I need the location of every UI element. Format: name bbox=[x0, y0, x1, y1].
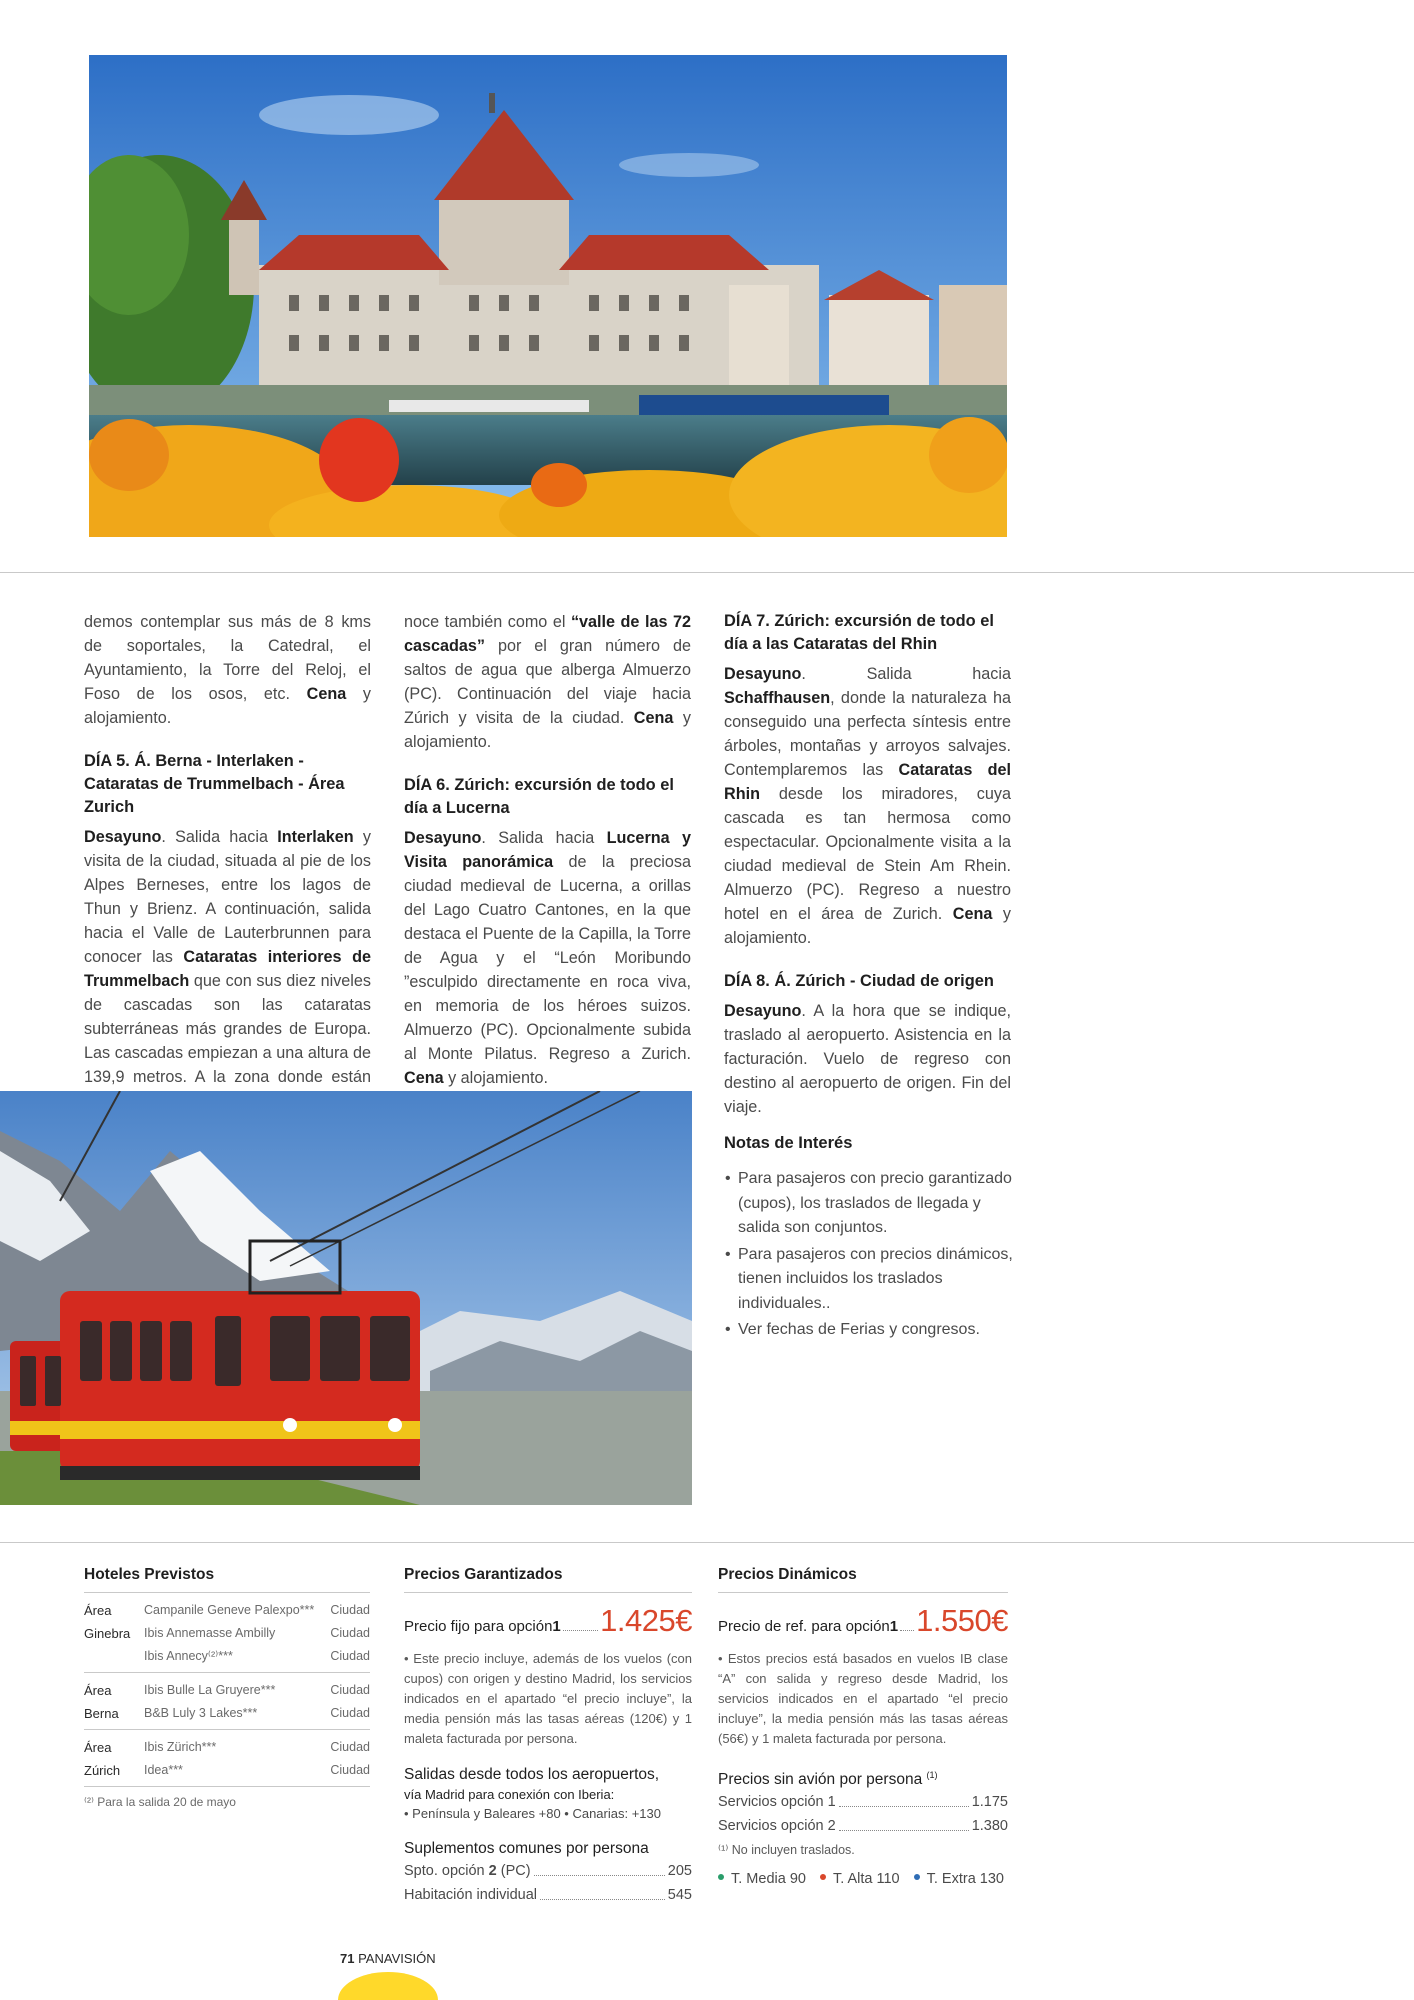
season-extra: T. Extra 130 bbox=[914, 1871, 1004, 1887]
day5-title: DÍA 5. Á. Berna - Interlaken - Cataratas de Trummelbach - Área Zurich bbox=[84, 752, 345, 816]
guaranteed-price-line: Precio fijo para opción 1 1.425€ bbox=[404, 1603, 692, 1638]
hotel-row: Ibis Annecy⁽²⁾*** Ciudad bbox=[144, 1649, 370, 1663]
day6-title: DÍA 6. Zúrich: excursión de todo el día a Lucerna bbox=[404, 776, 674, 817]
bullet-icon bbox=[914, 1874, 920, 1880]
brand-name: PANAVISIÓN bbox=[358, 1951, 436, 1966]
hotel-row: Área Ibis Bulle La Gruyere*** Ciudad bbox=[84, 1683, 370, 1698]
section-divider bbox=[0, 572, 1414, 573]
hotel-group-zurich bbox=[84, 1730, 370, 1787]
day6-text: Desayuno. Salida hacia Lucerna y Visita panorámica de la preciosa ciudad medieval de Lucerna, a orillas del Lago Cuatro Cantones, en la que destaca el Puente de la Capilla, la Torre de Agua y el “León Moribundo ”esculpido directamente en roca viva, en memoria de los héroes suizos. Almuerzo (PC). Opcionalmente subida al Monte Pilatus. Regreso a Zurich. Cena y alojamiento. bbox=[404, 829, 691, 1087]
day5-text: Desayuno. Salida hacia Interlaken y visita de la ciudad, situada al pie de los Alpes Berneses, entre los lagos de Thun y Brienz. A continuación, salida hacia el Valle de Lauterbrunnen para conocer las Cataratas interiores de Trummelbach que con sus diez niveles de cascadas son las cataratas subterráneas más grandes de Europa. Las cascadas empiezan a una altura de 139,9 metros. A la zona donde están bbox=[84, 828, 372, 1086]
bullet-icon bbox=[718, 1874, 724, 1880]
day4-continuation: demos contemplar sus más de 8 kms de soportales, la Catedral, el Ayuntamiento, la Torre del Reloj, el Foso de los osos, etc. Cena y alojamiento. bbox=[84, 613, 371, 727]
hotels-title: Hoteles Previstos bbox=[84, 1566, 370, 1593]
day7-title: DÍA 7. Zúrich: excursión de todo el día a las Cataratas del Rhin bbox=[724, 612, 994, 653]
no-flight-price-row: Servicios opción 2 1.380 bbox=[718, 1814, 1008, 1838]
hotel-row: Área Ibis Zürich*** Ciudad bbox=[84, 1740, 370, 1755]
hotel-group-bern bbox=[84, 1673, 370, 1730]
dynamic-price-conditions: • Estos precios está basados en vuelos IB clase “A” con salida y regreso desde Madrid, los servicios indicados en el apartado “el precio incluye”, la media pensión más las tasas aéreas (56€) y 1 maleta facturada por persona. bbox=[718, 1651, 1008, 1746]
page-footer bbox=[340, 1951, 436, 1966]
chateau-lake-photo bbox=[89, 55, 1007, 537]
supplement-row: Spto. opción 2 (PC) 205 bbox=[404, 1859, 692, 1883]
dynamic-prices-section bbox=[718, 1566, 1008, 1887]
note-item: • Para pasajeros con precios dinámicos, tienen incluidos los traslados individuales.. bbox=[724, 1243, 1014, 1317]
hotel-row: Berna B&B Luly 3 Lakes*** Ciudad bbox=[84, 1706, 370, 1721]
page-tab-decoration bbox=[338, 1972, 438, 2000]
bullet-icon bbox=[820, 1874, 826, 1880]
no-flight-prices-title: Precios sin avión por persona $^{(1)}$ bbox=[718, 1770, 938, 1789]
note-item: • Ver fechas de Ferias y congresos. bbox=[724, 1318, 1014, 1343]
itinerary-column-3 bbox=[724, 610, 1011, 1119]
note-item: • Para pasajeros con precio garantizado (cupos), los traslados de llegada y salida son conjuntos. bbox=[724, 1167, 1014, 1241]
notes-list bbox=[724, 1167, 1014, 1343]
dynamic-prices-title: Precios Dinámicos bbox=[718, 1566, 1008, 1593]
section-divider bbox=[0, 1542, 1414, 1543]
hotel-group-geneva bbox=[84, 1593, 370, 1673]
day8-text: Desayuno. A la hora que se indique, traslado al aeropuerto. Asistencia en la facturación. Vuelo de regreso con destino al aeropuerto de origen. Fin del viaje. bbox=[724, 1002, 1011, 1116]
guaranteed-prices-section bbox=[404, 1566, 692, 1907]
season-alta: T. Alta 110 bbox=[820, 1871, 900, 1887]
itinerary-column-1 bbox=[84, 610, 371, 1113]
hotel-row: Ginebra Ibis Annemasse Ambilly Ciudad bbox=[84, 1626, 370, 1641]
day5-continuation: noce también como el “valle de las 72 cascadas” por el gran número de saltos de agua que alberga Almuerzo (PC). Continuación del viaje hacia Zúrich y visita de la ciudad. Cena y alojamiento. bbox=[404, 613, 691, 751]
itinerary-column-2 bbox=[404, 610, 691, 1090]
hotel-row: Área Campanile Geneve Palexpo*** Ciudad bbox=[84, 1603, 370, 1618]
season-media: T. Media 90 bbox=[718, 1871, 806, 1887]
page-number: 71 bbox=[340, 1951, 355, 1966]
day7-text: Desayuno. Salida hacia Schaffhausen, donde la naturaleza ha conseguido una perfecta síntesis entre árboles, montañas y arroyos salvajes. Contemplaremos las Cataratas del Rhin desde los miradores, cuya cascada es tan hermosa como espectacular. Opcionalmente visita a la ciudad medieval de Stein Am Rhein. Almuerzo (PC). Regreso a nuestro hotel en el área de Zurich. Cena y alojamiento. bbox=[724, 665, 1011, 947]
dynamic-price: 1.550€ bbox=[916, 1603, 1008, 1638]
departures-subtitle: vía Madrid para conexión con Iberia: bbox=[404, 1787, 615, 1802]
notes-of-interest bbox=[724, 1134, 1014, 1345]
dynamic-price-line: Precio de ref. para opción 1 1.550€ bbox=[718, 1603, 1008, 1638]
hotel-row: Zúrich Idea*** Ciudad bbox=[84, 1763, 370, 1778]
supplements-title: Suplementos comunes por persona bbox=[404, 1840, 649, 1857]
season-supplements bbox=[718, 1871, 1008, 1887]
hotels-section bbox=[84, 1566, 370, 1809]
guaranteed-price: 1.425€ bbox=[600, 1603, 692, 1638]
notes-title: Notas de Interés bbox=[724, 1134, 853, 1152]
guaranteed-price-conditions: • Este precio incluye, además de los vuelos (con cupos) con origen y destino Madrid, los servicios indicados en el apartado “el precio incluye”, la media pensión más las tasas aéreas (120€) y 1 maleta facturada por persona. bbox=[404, 1651, 692, 1746]
guaranteed-prices-title: Precios Garantizados bbox=[404, 1566, 692, 1593]
departures-surcharges: • Península y Baleares +80 • Canarias: +130 bbox=[404, 1806, 661, 1821]
supplement-row: Habitación individual 545 bbox=[404, 1883, 692, 1907]
departures-title: Salidas desde todos los aeropuertos, bbox=[404, 1766, 660, 1783]
no-flight-price-row: Servicios opción 1 1.175 bbox=[718, 1790, 1008, 1814]
mountain-train-photo bbox=[0, 1091, 692, 1505]
day8-title: DÍA 8. Á. Zúrich - Ciudad de origen bbox=[724, 972, 994, 990]
no-flight-footnote: ⁽¹⁾ No incluyen traslados. bbox=[718, 1843, 855, 1858]
hotels-footnote: ⁽²⁾ Para la salida 20 de mayo bbox=[84, 1795, 236, 1809]
